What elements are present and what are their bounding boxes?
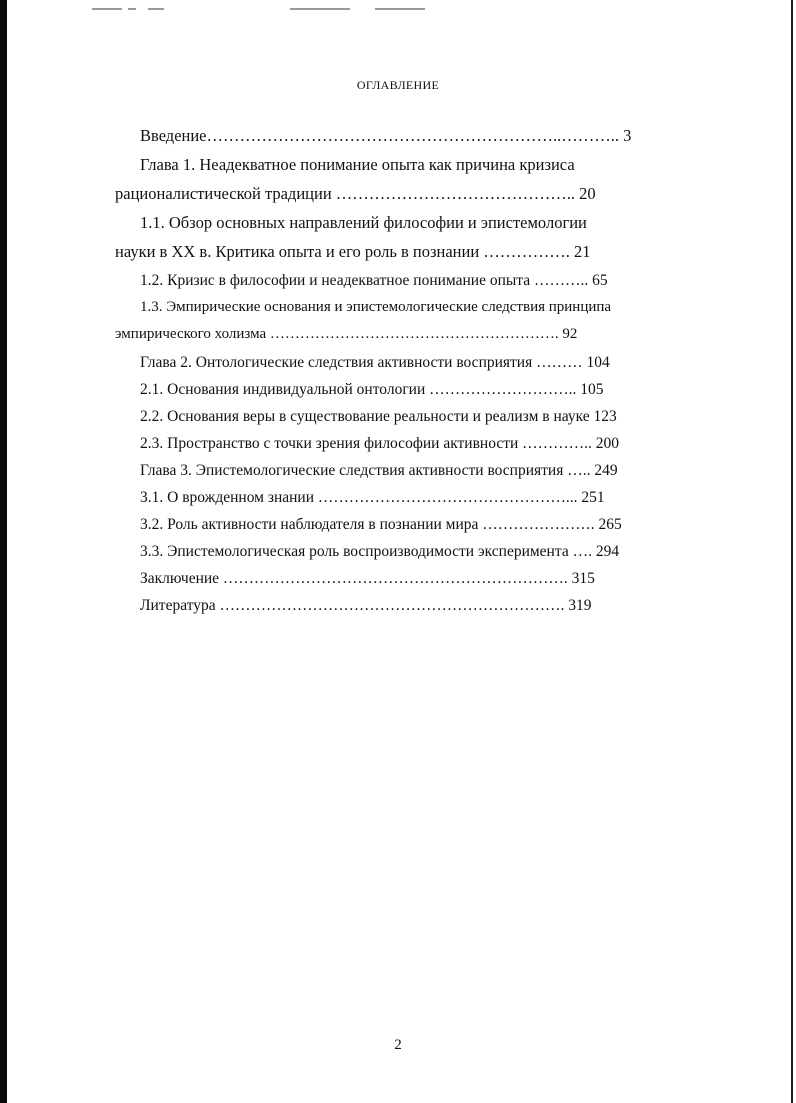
scan-top-mark — [92, 8, 122, 10]
toc-entry-section-2-3: 2.3. Пространство с точки зрения философии активности ………….. 200 — [140, 435, 620, 452]
toc-entry-section-2-1: 2.1. Основания индивидуальной онтологии ……………………….. 105 — [140, 381, 604, 398]
toc-entry-section-3-3: 3.3. Эпистемологическая роль воспроизводимости эксперимента …. 294 — [140, 543, 620, 560]
toc-entry-section-1-3-cont: эмпирического холизма …………………………………………………. 92 — [115, 326, 578, 342]
scan-border-right — [791, 0, 793, 1103]
toc-entry-section-1-2: 1.2. Кризис в философии и неадекватное понимание опыта ……….. 65 — [140, 272, 608, 289]
toc-entry-conclusion: Заключение …………………………………………………………. 315 — [140, 570, 595, 587]
scan-top-mark — [375, 8, 425, 10]
toc-entry-chapter-2: Глава 2. Онтологические следствия активности восприятия ……… 104 — [140, 354, 610, 371]
toc-entry-section-1-1: 1.1. Обзор основных направлений философии и эпистемологии — [140, 213, 587, 232]
toc-entry-introduction: Введение………………………………………………………..……….. 3 — [140, 126, 632, 145]
toc-entry-section-2-2: 2.2. Основания веры в существование реальности и реализм в науке 123 — [140, 408, 617, 425]
toc-entry-chapter-3: Глава 3. Эпистемологические следствия активности восприятия ….. 249 — [140, 462, 618, 479]
toc-entry-section-1-1-cont: науки в XX в. Критика опыта и его роль в познании ……………. 21 — [115, 242, 591, 261]
toc-entry-section-3-1: 3.1. О врожденном знании …………………………………………... 251 — [140, 489, 605, 506]
scan-top-mark — [128, 8, 136, 10]
toc-entry-literature: Литература …………………………………………………………. 319 — [140, 597, 592, 614]
scan-top-mark — [290, 8, 350, 10]
page-number: 2 — [394, 1037, 402, 1053]
page-title: ОГЛАВЛЕНИЕ — [356, 78, 440, 92]
scan-border-left — [0, 0, 7, 1103]
toc-entry-section-1-3: 1.3. Эмпирические основания и эпистемологические следствия принципа — [140, 299, 612, 315]
toc-entry-chapter-1: Глава 1. Неадекватное понимание опыта как причина кризиса — [140, 155, 575, 174]
scan-top-mark — [148, 8, 164, 10]
toc-entry-chapter-1-cont: рационалистической традиции …………………………………….. 20 — [115, 184, 596, 203]
toc-entry-section-3-2: 3.2. Роль активности наблюдателя в познании мира …………………. 265 — [140, 516, 622, 533]
